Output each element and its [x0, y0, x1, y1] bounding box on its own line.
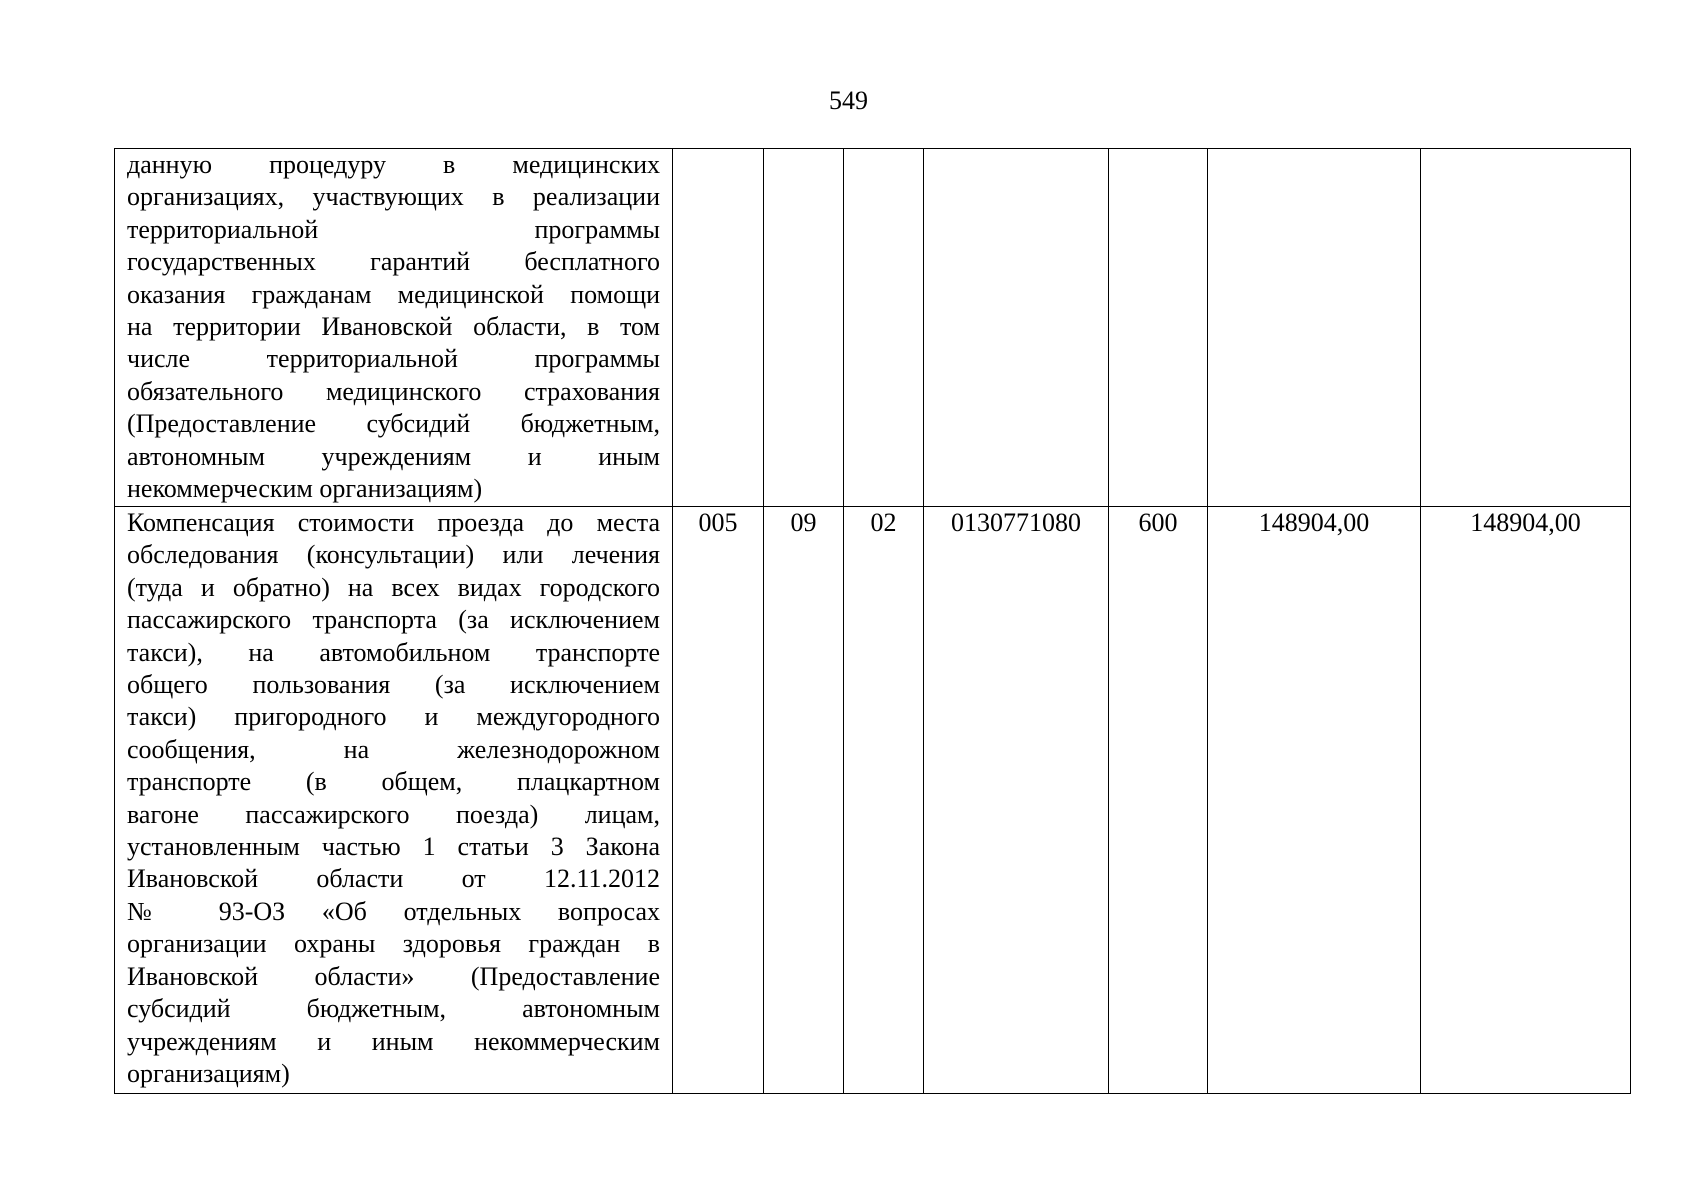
row-description-cell: [115, 149, 673, 507]
row-description-cell: [115, 507, 673, 1094]
subsection-code-cell: [844, 149, 924, 507]
description-line: общего пользования (за исключением: [127, 670, 660, 700]
description-line: территориальной программы: [127, 214, 660, 244]
description-line: вагоне пассажирского поезда) лицам,: [127, 799, 660, 829]
target-article-cell: 0130771080: [924, 507, 1109, 1094]
description-line: организациях, участвующих в реализации: [127, 182, 660, 212]
description-line: транспорте (в общем, плацкартном: [127, 767, 660, 797]
description-line: числе территориальной программы: [127, 344, 660, 374]
description-line: данную процедуру в медицинских: [127, 150, 660, 179]
ministry-code-cell: 005: [673, 507, 764, 1094]
description-line: Компенсация стоимости проезда до места: [127, 508, 660, 537]
description-last-line: организациям): [127, 1058, 290, 1088]
description-line: субсидий бюджетным, автономным: [127, 994, 660, 1024]
section-code-cell: 09: [764, 507, 844, 1094]
ministry-code-cell: [673, 149, 764, 507]
subsection-code-cell: 02: [844, 507, 924, 1094]
description-line: установленным частью 1 статьи 3 Закона: [127, 832, 660, 862]
description-line: организации охраны здоровья граждан в: [127, 929, 660, 959]
budget-table: [114, 148, 1631, 1094]
expense-type-cell: 600: [1109, 507, 1208, 1094]
description-line: автономным учреждениям и иным: [127, 441, 660, 471]
description-line: государственных гарантий бесплатного: [127, 247, 660, 277]
section-code-cell: [764, 149, 844, 507]
description-line: обследования (консультации) или лечения: [127, 540, 660, 570]
table-row: [115, 507, 1631, 1094]
description-line: (туда и обратно) на всех видах городского: [127, 572, 660, 602]
description-line: (Предоставление субсидий бюджетным,: [127, 409, 660, 439]
expense-type-cell: [1109, 149, 1208, 507]
description-line: № 93-ОЗ «Об отдельных вопросах: [127, 896, 660, 926]
description-line: такси), на автомобильном транспорте: [127, 637, 660, 667]
description-line: оказания гражданам медицинской помощи: [127, 279, 660, 309]
description-line: на территории Ивановской области, в том: [127, 312, 660, 342]
description-last-line: некоммерческим организациям): [127, 474, 483, 504]
description-line: учреждениям и иным некоммерческим: [127, 1026, 660, 1056]
amount-1-cell: [1208, 149, 1421, 507]
amount-1-cell: 148904,00: [1208, 507, 1421, 1094]
description-line: сообщения, на железнодорожном: [127, 734, 660, 764]
description-line: Ивановской области от 12.11.2012: [127, 864, 660, 894]
target-article-cell: [924, 149, 1109, 507]
table-row: [115, 149, 1631, 507]
amount-2-cell: 148904,00: [1421, 507, 1631, 1094]
description-line: пассажирского транспорта (за исключением: [127, 605, 660, 635]
description-line: Ивановской области» (Предоставление: [127, 961, 660, 991]
description-line: такси) пригородного и междугородного: [127, 702, 660, 732]
description-line: обязательного медицинского страхования: [127, 376, 660, 406]
amount-2-cell: [1421, 149, 1631, 507]
page-number: 549: [829, 86, 868, 115]
